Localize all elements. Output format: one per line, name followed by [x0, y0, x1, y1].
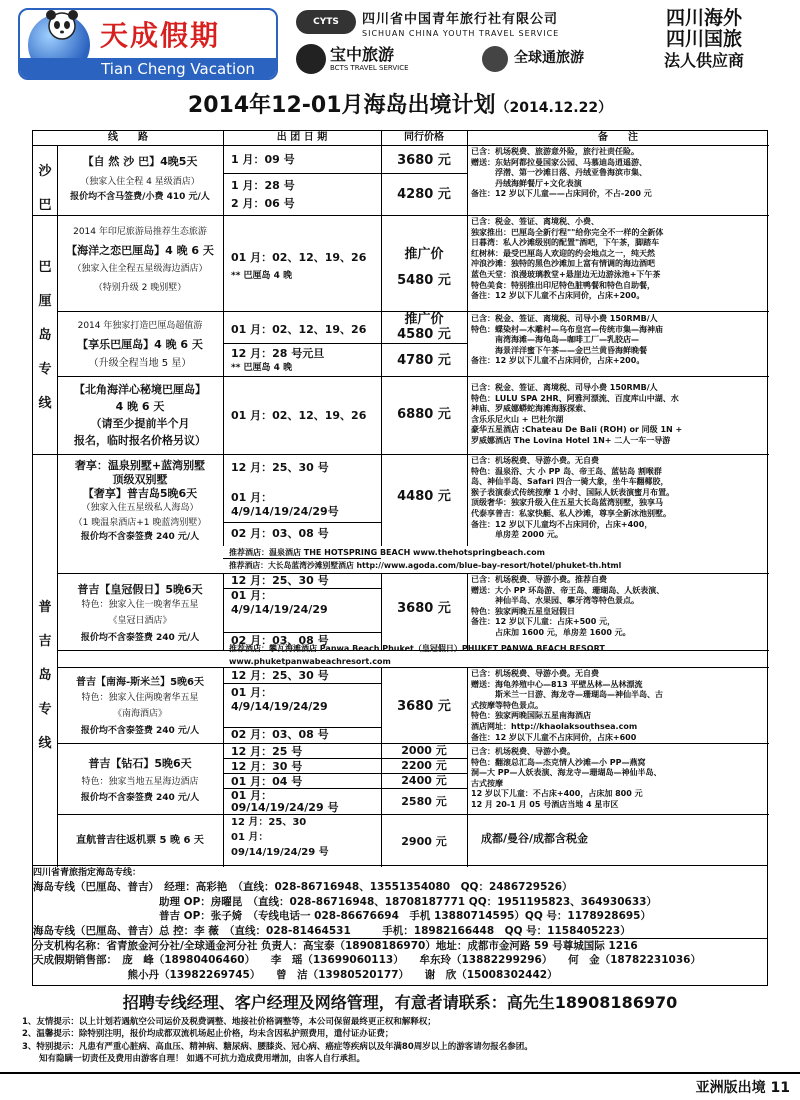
- dates-phuket-5b: 01 月：: [231, 832, 269, 843]
- price-phuket-2: 3680 元: [397, 601, 451, 616]
- contact-line: 熊小丹（13982269745） 曾 洁（13980520177） 谢 欣（15008302442）: [33, 968, 558, 981]
- price-phuket-3: 3680 元: [397, 699, 451, 714]
- qqt-logo-icon: [482, 46, 508, 72]
- hotel-phuket-2b: www.phuketpanwabeachresort.com: [229, 657, 391, 666]
- note-bali-1: 已含：税金、签证、离境税、小费、 独家推出：巴厘岛全新行程""给你完全不一样的全新体 日暮湾：私人沙滩级别的配置"酒吧，下午茶，脚踏车 红树林：最受巴厘岛人欢迎的约会地点之一，纯天然 冲浪沙滩：独特的黑色沙滩加上富有情调的海边酒吧 蓝色天堂：浪漫玻璃教堂+悬崖边无边游泳池+下午茶 特色美食：特别推出印尼特色脏鸭餐和特色自助餐， 备注：12 岁以下儿童不占床同价，占床+200。: [471, 217, 664, 301]
- col-header-notes: 备 注: [598, 132, 638, 143]
- tip-line: 知有隐瞒一切责任及费用由游客自理！ 如遇不可抗力造成费用增加，由客人自行承担。: [22, 1054, 365, 1065]
- note-phuket-2: 已含：机场税费、导游小费。推荐自费 赠送：大小 PP 环岛游、帝王岛、珊瑚岛、人妖表演、 神仙半岛、水果园、攀牙湾等特色景点。 特色：独家两晚五星皇冠假日 备注：12 岁以下儿童：占床+500 元， 占床加 1600 元，单房差 1600 元。: [471, 575, 665, 637]
- recruit-banner: 招聘专线经理、客户经理及网络管理，有意者请联系：高先生18908186970: [122, 993, 678, 1012]
- price-bali-2b: 4780 元: [397, 353, 451, 368]
- divider: [223, 667, 224, 867]
- note-phuket-5: 成都/曼谷/成都含税金: [481, 832, 589, 845]
- divider: [467, 667, 468, 867]
- contact-line: 普吉 OP：张子婍 （专线电话一 028-86676694 手机 13880714595）QQ 号：1178928695）: [33, 910, 651, 923]
- price-bali-1-label: 推广价: [404, 247, 444, 262]
- dates-phuket-1b: 01 月：: [231, 491, 273, 504]
- dates-phuket-4e: 09/14/19/24/29 号: [231, 801, 339, 814]
- divider: [33, 215, 769, 216]
- region-phuket: 普 吉 岛 专 线: [38, 600, 52, 751]
- divider: [33, 454, 769, 455]
- price-phuket-4a: 2000 元: [401, 744, 447, 757]
- title-sub: （2014.12.22）: [495, 100, 613, 116]
- dates-phuket-1c: 4/9/14/19/24/29号: [231, 505, 339, 518]
- contact-line: 海岛专线（巴厘岛、普吉） 经理：高彩艳 （直线：028-86716948、13551354080 QQ：2486729526）: [33, 881, 573, 894]
- tip-line: 2、温馨提示：除特别注明，报价均成都双流机场起止价格，均未含因私护照费用，遣付证办证费；: [22, 1029, 394, 1040]
- dates-phuket-5a: 12 月：25、30: [231, 817, 307, 828]
- dates-bali-1b: ** 巴厘岛 4 晚: [231, 271, 293, 281]
- price-phuket-4c: 2400 元: [401, 774, 447, 787]
- dates-shaba-1: 1 月：09 号: [231, 153, 295, 166]
- dates-phuket-4b: 12 月：30 号: [231, 760, 303, 773]
- supplier-line-3: 法人供应商: [663, 51, 744, 70]
- price-bali-1: 5480 元: [397, 273, 451, 288]
- tips: [22, 1016, 782, 1066]
- hotel-phuket-1b: 推荐酒店：大长岛蓝湾沙滩别墅酒店 http://www.agoda.com/blue-bay-resort/hotel/phuket-th.html: [229, 561, 622, 570]
- page-title: [0, 92, 800, 120]
- note-bali-2: 已含：税金、签证、离境税、司导小费 150RMB/人 特色：蝶染村—木雕村—乌布皇宫—传统市集—海神庙 南湾海滩—海龟岛—咖啡工厂—乳胶店— 海景洋洋蜜下午茶——金巴兰黄昏海鲜晚餐 备注：12 岁以下儿童不占床同价，占床+200。: [471, 314, 663, 366]
- divider: [223, 573, 224, 650]
- note-phuket-1: 已含：机场税费、导游小费。无自费 特色：温泉浴、大 小 PP 岛、帝王岛、蓝钻岛 割喉群 岛、神仙半岛、Safari 四合一骑大象，坐牛车翻椰胶， 猴子表演泰式传统按摩 1 小时、国际人妖表演蜜月布置。 顶级奢华：独家升级入住五星大长岛蓝湾别墅，独享马 代泰享普吉：私家快艇、私人沙滩，尊享全新冰池别墅。 备注：12 岁以下儿童均不占床同价，占床+400， 单房差 2000 元。: [471, 456, 675, 540]
- contact-line: 助理 OP：房曜昆 （直线：028-86716948、18708187771 QQ：1951195823、364930633）: [33, 895, 657, 908]
- tip-line: 1、友情提示：以上计划若遇航空公司运价及税费调整、地接社价格调整等，本公司保留最终更正权和解释权；: [22, 1017, 436, 1027]
- route-bali-3: 【北角海洋心秘境巴厘岛】 4 晚 6 天 （请至少提前半个月 报名，临时报名价格另议）: [74, 383, 206, 447]
- dates-phuket-3c: 4/9/14/19/24/29: [231, 700, 328, 713]
- divider: [223, 522, 381, 523]
- route-phuket-5: 直航普吉往返机票 5 晚 6 天: [76, 835, 204, 846]
- supplier-line-2: 四川国旅: [665, 28, 742, 50]
- region-bali: 巴 厘 岛 专 线: [38, 260, 52, 411]
- contact-line: 四川省青旅指定海岛专线：: [33, 868, 142, 878]
- qqt-name: 全球通旅游: [514, 50, 584, 66]
- page-footer: 亚洲版出境 11: [695, 1080, 790, 1096]
- dates-phuket-3d: 02 月：03、08 号: [231, 728, 329, 741]
- route-phuket-3: 普吉【南海-斯米兰】5晚6天 特色：独家入住两晚奢华五星 《南海酒店》 报价均不含泰签费 240 元/人: [75, 677, 205, 736]
- dates-bali-2b: 12 月：28 号元旦: [231, 347, 325, 360]
- tiancheng-logo: [18, 8, 278, 80]
- supplier-box: [624, 8, 784, 78]
- route-phuket-1: 奢享：温泉别墅+蓝湾别墅 顶级双别墅 【奢享】普吉岛5晚6天 （独家入住五星级私人海岛） （1 晚温泉酒店+1 晚蓝湾别墅） 报价均不含泰签费 240 元/人: [73, 459, 207, 542]
- dates-shaba-2: 1 月：28 号: [231, 179, 295, 192]
- route-phuket-2: 普吉【皇冠假日】5晚6天 特色：独家入住一晚奢华五星 《皇冠日酒店》 报价均不含泰签费 240 元/人: [77, 583, 203, 644]
- dates-bali-2c: ** 巴厘岛 4 晚: [231, 363, 293, 373]
- bz-en: BCTS TRAVEL SERVICE: [330, 64, 409, 72]
- price-phuket-5: 2900 元: [401, 835, 447, 848]
- divider: [223, 683, 381, 684]
- price-bali-2: 4580 元: [397, 327, 451, 342]
- divider: [223, 558, 381, 559]
- col-header-dates: 出 团 日 期: [276, 132, 328, 143]
- dates-phuket-1a: 12 月：25、30 号: [231, 461, 329, 474]
- dates-bali-1: 01 月：02、12、19、26: [231, 251, 367, 264]
- hotel-phuket-1a: 推荐酒店：温泉酒店 THE HOTSPRING BEACH www.thehotspringbeach.com: [229, 548, 545, 557]
- dates-phuket-3b: 01 月：: [231, 686, 273, 699]
- dates-phuket-4a: 12 月：25 号: [231, 745, 303, 758]
- dates-phuket-2c: 4/9/14/19/24/29: [231, 603, 328, 616]
- price-shaba-1: 3680 元: [397, 153, 451, 168]
- dates-bali-2: 01 月：02、12、19、26: [231, 323, 367, 336]
- divider: [0, 1072, 800, 1074]
- tip-line: 3、特别提示：凡患有严重心脏病、高血压、精神病、糖尿病、腰膝炎、冠心病、癌症等疾病以及年满80周岁以上的游客请勿报名参团。: [22, 1041, 533, 1052]
- note-shaba: 已含：机场税费、旅游意外险，旅行社责任险。 赠送：东姑阿都拉曼国家公园、马慕迪岛逍遥游、 浮潜、第一沙滩日落、丹绒亚鲁海滨市集、 丹绒海鲜餐厅+文化表演 备注：12 岁以下儿童——占床同价，不占-200 元: [471, 147, 652, 199]
- divider: [57, 814, 769, 815]
- hotel-phuket-2a: 推荐酒店：攀瓦海滩酒店 Panwa Beach Phuket（皇冠假日）PHUKET PANWA BEACH RESORT: [229, 644, 605, 653]
- header: [0, 0, 800, 86]
- col-header-price: 同行价格: [404, 132, 444, 143]
- divider: [381, 173, 467, 174]
- divider: [57, 145, 58, 867]
- contacts: [32, 866, 768, 986]
- dates-phuket-2a: 12 月：25、30 号: [231, 574, 329, 587]
- price-shaba-2: 4280 元: [397, 187, 451, 202]
- note-phuket-4: 已含：机场税费、导游小费。 特色：翻滚总汇岛—杰克情人沙滩—小 PP—燕窝 洞—大 PP—人妖表演、海龙寺—珊瑚岛—神仙半岛、 古式按摩 12 岁以下儿童：不占床+400，占床加 800 元 12 月 20-1 月 05 号酒店当地 4 星市区: [471, 747, 662, 809]
- dates-phuket-2b: 01 月：: [231, 589, 273, 602]
- note-phuket-3: 已含：机场税费、导游小费。无自费 赠送：海龟养殖中心—813 平壁丛林—丛林漂流 斯米兰一日游、海龙寺—珊瑚岛—神仙半岛、古 式按摩等特色景点。 特色：独家两晚国际五星南海酒店 酒店网址：http://khaolaksouthsea.com 备注：12 岁以下儿童不占床同价，占床+600: [471, 669, 663, 742]
- divider: [57, 376, 769, 377]
- dates-phuket-4c: 01 月：04 号: [231, 775, 303, 788]
- divider: [223, 173, 381, 174]
- route-phuket-4: 普吉【钻石】5晚6天 特色：独家当地五星海边酒店 报价均不含泰签费 240 元/人: [80, 757, 200, 803]
- brand-en: Tian Cheng Vacation: [20, 58, 276, 80]
- col-header-route: 线 路: [108, 132, 148, 143]
- brand-cn: 天成假期: [100, 19, 221, 52]
- price-phuket-4b: 2200 元: [401, 759, 447, 772]
- contact-line: 天成假期销售部： 庞 峰（18980406460） 李 瑶（13699060113） 牟东玲（13882299296） 何 金（18782231036）: [33, 954, 701, 967]
- divider: [467, 573, 468, 650]
- dates-phuket-1d: 02 月：03、08 号: [231, 527, 329, 540]
- cyts-logo: CYTS: [296, 10, 356, 34]
- divider: [467, 131, 468, 546]
- dates-shaba-3: 2 月：06 号: [231, 197, 295, 210]
- price-bali-2-label: 推广价: [404, 312, 444, 327]
- bz-logo-icon: [296, 44, 326, 74]
- supplier-line-1: 四川海外: [665, 7, 742, 29]
- divider: [57, 667, 769, 668]
- price-bali-3: 6880 元: [397, 407, 451, 422]
- divider: [33, 145, 769, 146]
- cyts-name: 四川省中国青年旅行社有限公司: [362, 12, 559, 27]
- contact-line: 分支机构名称：省青旅金河分社/全球通金河分社 负责人：高宝泰（18908186970）地址：成都市金河路 59 号尊城国际 1216: [33, 938, 767, 953]
- route-bali-1: 2014 年印尼旅游局推荐生态旅游 【海洋之恋巴厘岛】4 晚 6 天 （独家入住全程五星级海边酒店） （特别升级 2 晚别墅）: [66, 227, 214, 294]
- dates-phuket-3a: 12 月：25、30 号: [231, 669, 329, 682]
- panda-icon: [42, 8, 82, 42]
- dates-phuket-2d: 02 月：03、08 号: [231, 634, 329, 647]
- cyts-en: SICHUAN CHINA YOUTH TRAVEL SERVICE: [362, 29, 560, 38]
- itinerary-table: [32, 130, 768, 866]
- divider: [57, 573, 769, 574]
- note-bali-3: 已含：税金、签证、离境税、司导小费 150RMB/人 特色：LULU SPA 2HR、阿雅河漂流、百度库山中湖、水 神庙、罗威娜蟒蛇海滩海豚探索、 含乐乐尼火山 + 巴杜尔湖 豪华五星酒店 :Chateau De Bali (ROH) or 同级 1N + 罗威娜酒店 The Lovina Hotel 1N+ 二人一车一导游: [471, 383, 683, 445]
- contact-line: 海岛专线（巴厘岛、普吉）总 控：李 薇 （直线：028-81464531 手机：18982166448 QQ 号：1158405223）: [33, 924, 631, 937]
- price-phuket-4d: 2580 元: [401, 795, 447, 808]
- price-phuket-1: 4480 元: [397, 489, 451, 504]
- route-bali-2: 2014 年独家打造巴厘岛超值游 【享乐巴厘岛】4 晚 6 天 （升级全程当地 5 星）: [77, 321, 203, 369]
- divider: [223, 131, 224, 546]
- route-shaba: 【自 然 沙 巴】4晚5天 （独家入住全程 4 星级酒店） 报价均不含马签费/小费 410 元/人: [70, 155, 210, 202]
- dates-bali-3: 01 月：02、12、19、26: [231, 409, 367, 422]
- title-main: 2014年12-01月海岛出境计划: [187, 93, 496, 118]
- dates-phuket-5c: 09/14/19/24/29 号: [231, 847, 329, 858]
- region-shaba: 沙 巴: [38, 164, 52, 213]
- dates-phuket-4d: 01 月：: [231, 789, 273, 802]
- divider: [223, 632, 381, 633]
- bz-name: 宝中旅游: [330, 45, 395, 64]
